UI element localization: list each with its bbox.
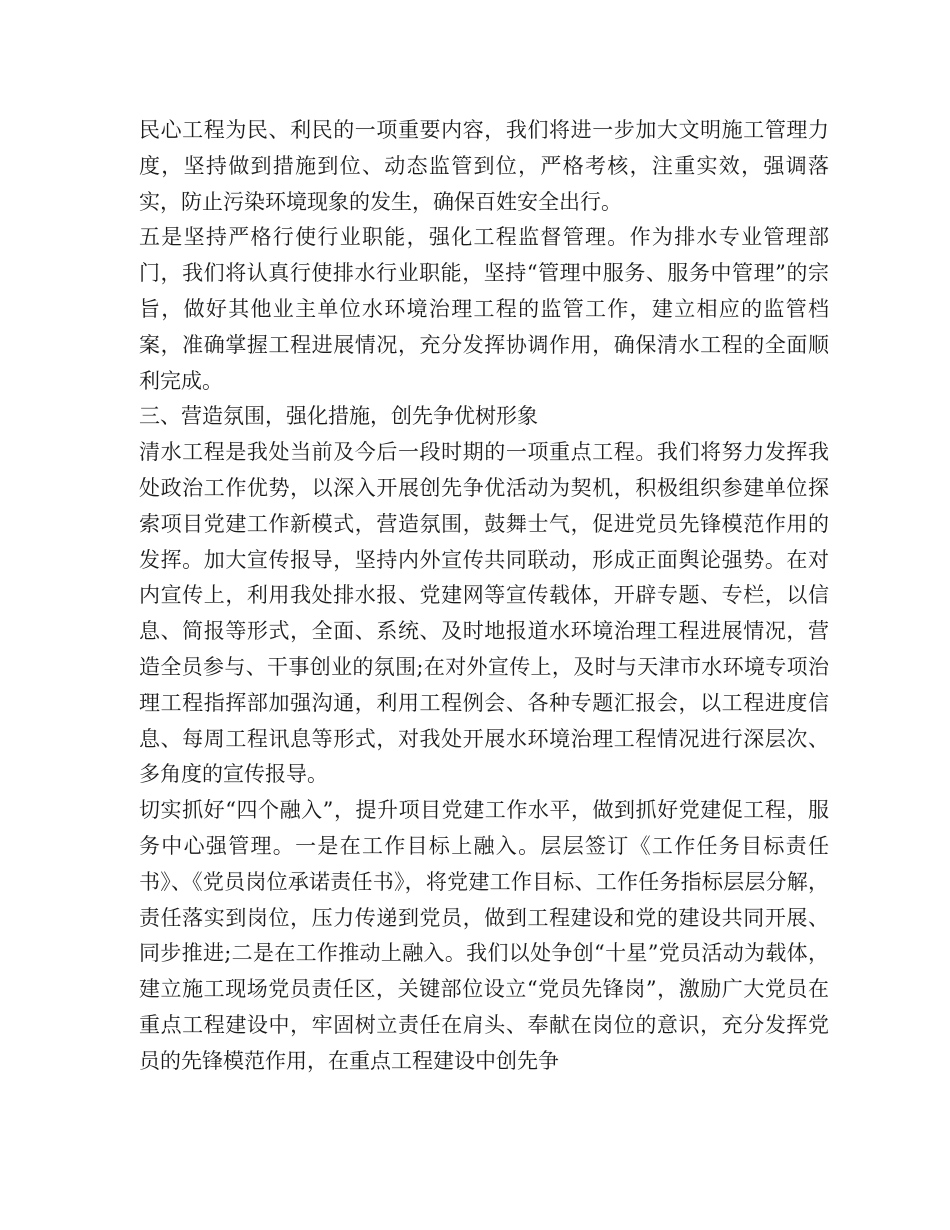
paragraph-civil-project: 民心工程为民、利民的一项重要内容，我们将进一步加大文明施工管理力度，坚持做到措施到位、动态监管到位，严格考核，注重实效，强调落实，防止污染环境现象的发生，确保百姓安全出行。 [139, 118, 829, 214]
paragraph-four-integrations: 切实抓好“四个融入”，提升项目党建工作水平，做到抓好党建促工程，服务中心强管理。一是在工作目标上融入。层层签订《工作任务目标责任书》、《党员岗位承诺责任书》，将党建工作目标、工作任务指标层层分解，责任落实到岗位，压力传递到党员，做到工程建设和党的建设共同开展、同步推进;二是在工作推动上融入。我们以处争创“十星”党员活动为载体，建立施工现场党员责任区，关键部位设立“党员先锋岗”，激励广大党员在重点工程建设中，牢固树立责任在肩头、奉献在岗位的意识，充分发挥党员的先锋模范作用，在重点工程建设中创先争 [139, 798, 829, 1073]
section-heading-three: 三、营造氛围，强化措施，创先争优树形象 [139, 404, 538, 429]
document-body [139, 113, 829, 1080]
paragraph-point-five: 五是坚持严格行使行业职能，强化工程监督管理。作为排水专业管理部门，我们将认真行使排水行业职能，坚持“管理中服务、服务中管理”的宗旨，做好其他业主单位水环境治理工程的监管工作，建立相应的监管档案，准确掌握工程进展情况，充分发挥协调作用，确保清水工程的全面顺利完成。 [139, 225, 829, 393]
paragraph-clean-water-project: 清水工程是我处当前及今后一段时期的一项重点工程。我们将努力发挥我处政治工作优势，以深入开展创先争优活动为契机，积极组织参建单位探索项目党建工作新模式，营造氛围，鼓舞士气，促进党员先锋模范作用的发挥。加大宣传报导，坚持内外宣传共同联动，形成正面舆论强势。在对内宣传上，利用我处排水报、党建网等宣传载体，开辟专题、专栏，以信息、简报等形式，全面、系统、及时地报道水环境治理工程进展情况，营造全员参与、干事创业的氛围;在对外宣传上，及时与天津市水环境专项治理工程指挥部加强沟通，利用工程例会、各种专题汇报会，以工程进度信息、每周工程讯息等形式，对我处开展水环境治理工程情况进行深层次、多角度的宣传报导。 [139, 440, 829, 787]
